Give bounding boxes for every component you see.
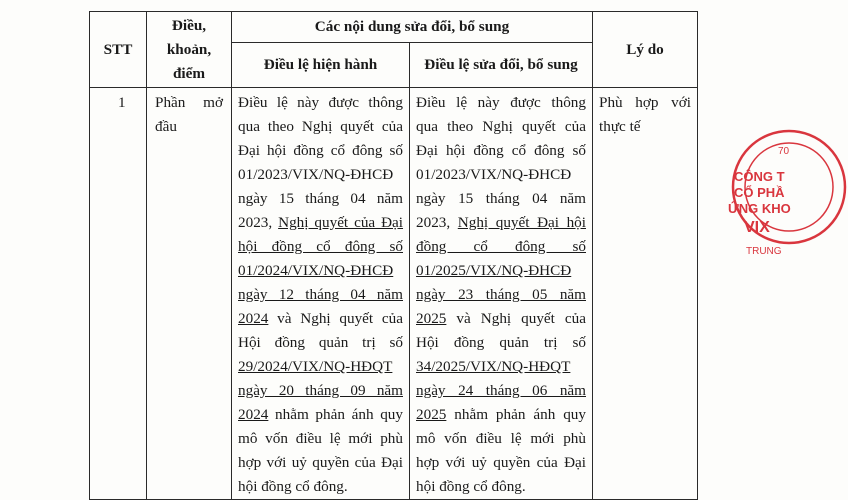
current-charter-segment: nhằm phản ánh quy [268,406,403,423]
reason-line: Phù hợp với [599,94,691,111]
amended-charter-line [416,475,586,499]
current-charter-line [238,403,403,427]
amended-charter-segment: 01/2023/VIX/NQ-ĐHCĐ [416,166,572,183]
amended-charter-segment: 2025 [416,310,447,327]
amended-charter-segment: ngày 23 tháng 05 năm [416,286,586,303]
current-charter-segment: ngày 20 tháng 09 năm [238,382,403,399]
current-charter-line [238,139,403,163]
amended-charter-line [416,331,586,355]
article-line: đầu [155,118,177,135]
header-article-line: điểm [172,64,206,82]
current-charter-line [238,475,403,499]
seal-line: VIX [744,219,770,236]
amended-charter-segment: 2025 [416,406,447,423]
current-charter-line [238,283,403,307]
seal-inner-ring [745,143,833,231]
current-charter-line [238,379,403,403]
seal-line: CỔ PHẦ [734,185,785,200]
current-charter-line [238,115,403,139]
amended-charter-segment: đồng cổ đông số [416,238,586,255]
current-charter-segment: 01/2023/VIX/NQ-ĐHCĐ [238,166,394,183]
amended-charter-line [416,307,586,331]
current-charter-segment: hội đồng cổ đông số [238,238,403,255]
amended-charter-line [416,283,586,307]
current-charter-text [232,88,409,499]
seal-number: 70 [778,146,790,157]
header-amendments-group: Các nội dung sửa đổi, bổ sung [232,12,593,43]
cell-stt [90,88,147,500]
company-seal-stamp [728,128,848,257]
amended-charter-segment: 01/2025/VIX/NQ-ĐHCĐ [416,262,572,279]
amended-charter-segment: và Nghị quyết của [446,310,586,327]
amended-charter-line [416,235,586,259]
amended-charter-text [410,88,592,499]
seal-bottom-text: TRUNG [746,246,782,257]
amended-charter-segment: hợp với uỷ quyền của Đại [416,454,586,471]
current-charter-line [238,235,403,259]
current-charter-line [238,163,403,187]
amended-charter-line [416,187,586,211]
current-charter-segment: 2024 [238,310,269,327]
current-charter-segment: Nghị quyết của Đại [278,214,404,231]
current-charter-segment: 2023, [238,214,279,231]
current-charter-segment: mô vốn điều lệ mới phù [238,430,403,447]
current-charter-line [238,355,403,379]
amended-charter-line [416,139,586,163]
header-amended-charter: Điều lệ sửa đổi, bổ sung [410,43,593,88]
current-charter-segment: Hội đồng quản trị số [238,334,403,351]
amended-charter-line [416,451,586,475]
current-charter-segment: ngày 12 tháng 04 năm [238,286,403,303]
amended-charter-line [416,403,586,427]
current-charter-line [238,91,403,115]
current-charter-line [238,259,403,283]
current-charter-segment: 01/2024/VIX/NQ-ĐHCĐ [238,262,394,279]
current-charter-line [238,427,403,451]
header-current-charter: Điều lệ hiện hành [232,43,410,88]
current-charter-segment: hội đồng cổ đông. [238,478,348,495]
header-article-line: khoản, [166,40,212,58]
amended-charter-segment: hội đồng cổ đông. [416,478,526,495]
amended-charter-segment: Đại hội đồng cổ đông số [416,142,586,159]
amended-charter-line [416,379,586,403]
cell-article [147,88,232,500]
current-charter-line [238,187,403,211]
current-charter-segment: 2024 [238,406,269,423]
header-reason: Lý do [593,12,698,88]
current-charter-line [238,307,403,331]
amended-charter-line [416,355,586,379]
current-charter-segment: Điều lệ này được thông [238,94,403,111]
amended-charter-segment: nhằm phản ánh quy [446,406,586,423]
amended-charter-segment: ngày 24 tháng 06 năm [416,382,586,399]
amended-charter-segment: Điều lệ này được thông [416,94,586,111]
current-charter-segment: 29/2024/VIX/NQ-HĐQT [238,358,393,375]
current-charter-line [238,331,403,355]
amended-charter-segment: qua theo Nghị quyết của [416,118,586,135]
seal-line: ỨNG KHO [728,201,791,216]
current-charter-segment: ngày 15 tháng 04 năm [238,190,403,207]
header-article-line: Điều, [171,16,207,34]
current-charter-segment: qua theo Nghị quyết của [238,118,403,135]
reason-line: thực tế [599,118,641,135]
current-charter-segment: và Nghị quyết của [268,310,403,327]
current-charter-segment: Đại hội đồng cổ đông số [238,142,403,159]
cell-amended-charter [410,88,593,500]
amended-charter-line [416,163,586,187]
cell-current-charter [232,88,410,500]
amended-charter-line [416,427,586,451]
amended-charter-segment: 34/2025/VIX/NQ-HĐQT [416,358,571,375]
amended-charter-segment: ngày 15 tháng 04 năm [416,190,586,207]
current-charter-segment: hợp với uỷ quyền của Đại [238,454,403,471]
seal-line: CÔNG T [734,169,785,184]
amended-charter-segment: mô vốn điều lệ mới phù [416,430,586,447]
cell-reason [593,88,698,500]
amended-charter-line [416,91,586,115]
amended-charter-segment: 2023, [416,214,458,231]
current-charter-line [238,451,403,475]
current-charter-line [238,211,403,235]
header-stt: STT [90,12,147,88]
amended-charter-segment: Hội đồng quản trị số [416,334,586,351]
seal-outer-ring [733,131,845,243]
amended-charter-segment: Nghị quyết Đại hội [457,214,586,231]
amendment-table [89,11,698,500]
row-number: 1 [118,94,126,111]
article-line: Phần mở [155,94,223,111]
header-article [147,12,232,88]
amended-charter-line [416,259,586,283]
amended-charter-line [416,211,586,235]
amended-charter-line [416,115,586,139]
